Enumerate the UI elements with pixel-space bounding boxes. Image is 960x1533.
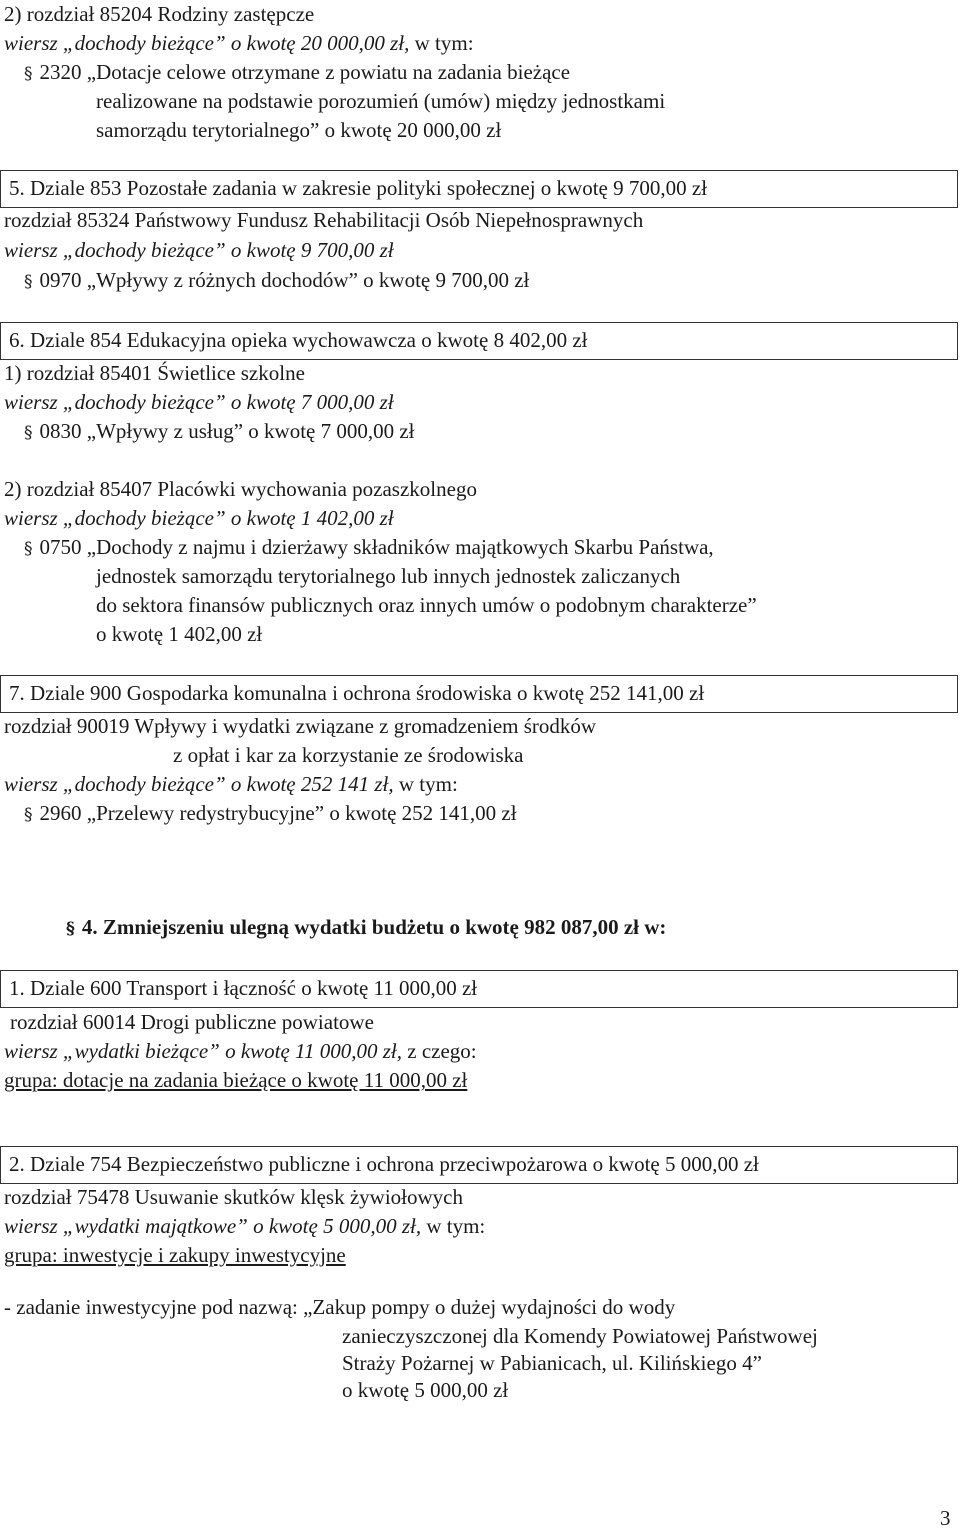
chapter-85401-title: 1) rozdział 85401 Świetlice szkolne bbox=[4, 361, 305, 385]
paragraph-0830-line bbox=[24, 417, 415, 448]
section-7-box bbox=[0, 675, 958, 713]
paragraph-0750-cont-1: jednostek samorządu terytorialnego lub innych jednostek zaliczanych bbox=[96, 564, 681, 588]
paragraph-2320-cont-2: samorządu terytorialnego” o kwotę 20 000,00 zł bbox=[96, 118, 502, 142]
revenue-row-italic: wiersz „dochody bieżące” o kwotę 20 000,00 zł, bbox=[4, 31, 410, 55]
paragraph-2960-line bbox=[24, 799, 517, 830]
paragraph-2960-text: 2960 „Przelewy redystrybucyjne” o kwotę 252 141,00 zł bbox=[39, 801, 517, 825]
revenue-row-suffix: w tym: bbox=[409, 31, 474, 55]
revenue-row-line: wiersz „dochody bieżące” o kwotę 1 402,00 zł bbox=[4, 506, 394, 530]
paragraph-0750-line bbox=[24, 533, 714, 564]
chapter-90019-title: rozdział 90019 Wpływy i wydatki związane z gromadzeniem środków bbox=[4, 714, 597, 738]
section-5-box bbox=[0, 170, 958, 208]
expenditure-1-title: 1. Dziale 600 Transport i łączność o kwotę 11 000,00 zł bbox=[9, 976, 478, 1000]
revenue-row-suffix: w tym: bbox=[393, 772, 458, 796]
section-6-box bbox=[0, 322, 958, 360]
paragraph-2320-text: 2320 „Dotacje celowe otrzymane z powiatu na zadania bieżące bbox=[39, 60, 571, 84]
revenue-row-line bbox=[4, 29, 474, 58]
section-7-title: 7. Dziale 900 Gospodarka komunalna i ochrona środowiska o kwotę 252 141,00 zł bbox=[9, 681, 705, 705]
chapter-90019-cont: z opłat i kar za korzystanie ze środowiska bbox=[173, 743, 524, 767]
section-mark: § bbox=[24, 539, 33, 559]
paragraph-2320-line bbox=[24, 58, 570, 89]
investment-task-line: - zadanie inwestycyjne pod nazwą: „Zakup pompy o dużej wydajności do wody bbox=[4, 1295, 676, 1319]
chapter-85324-title: rozdział 85324 Państwowy Fundusz Rehabilitacji Osób Niepełnosprawnych bbox=[4, 208, 644, 232]
paragraph-0970-line bbox=[24, 266, 529, 297]
paragraph-0830-text: 0830 „Wpływy z usług” o kwotę 7 000,00 zł bbox=[39, 419, 415, 443]
section-6-title: 6. Dziale 854 Edukacyjna opieka wychowawcza o kwotę 8 402,00 zł bbox=[9, 328, 588, 352]
chapter-60014-title: rozdział 60014 Drogi publiczne powiatowe bbox=[10, 1010, 374, 1034]
revenue-row-line bbox=[4, 770, 458, 799]
paragraph-2320-cont-1: realizowane na podstawie porozumień (umów) między jednostkami bbox=[96, 89, 666, 113]
group-line: grupa: inwestycje i zakupy inwestycyjne bbox=[4, 1243, 346, 1267]
expenditure-2-box bbox=[0, 1146, 958, 1184]
revenue-row-line: wiersz „dochody bieżące” o kwotę 7 000,00 zł bbox=[4, 390, 394, 414]
expense-row-line bbox=[4, 1212, 485, 1241]
paragraph-0750-cont-2: do sektora finansów publicznych oraz innych umów o podobnym charakterze” bbox=[96, 593, 757, 617]
expense-row-suffix: z czego: bbox=[402, 1039, 477, 1063]
page-number: 3 bbox=[940, 1506, 951, 1530]
section-mark: § bbox=[66, 919, 75, 939]
section-mark: § bbox=[24, 423, 33, 443]
revenue-row-italic: wiersz „dochody bieżące” o kwotę 252 141 zł, bbox=[4, 772, 394, 796]
paragraph-0750-text: 0750 „Dochody z najmu i dzierżawy składników majątkowych Skarbu Państwa, bbox=[39, 535, 714, 559]
paragraph-0970-text: 0970 „Wpływy z różnych dochodów” o kwotę 9 700,00 zł bbox=[39, 268, 530, 292]
expense-row-suffix: w tym: bbox=[421, 1214, 486, 1238]
section-mark: § bbox=[24, 272, 33, 292]
revenue-row-line: wiersz „dochody bieżące” o kwotę 9 700,00 zł bbox=[4, 238, 394, 262]
section-mark: § bbox=[24, 64, 33, 84]
expense-row-italic: wiersz „wydatki majątkowe” o kwotę 5 000,00 zł, bbox=[4, 1214, 422, 1238]
chapter-85407-title: 2) rozdział 85407 Placówki wychowania pozaszkolnego bbox=[4, 477, 477, 501]
investment-task-cont-2: Straży Pożarnej w Pabianicach, ul. Kilińskiego 4” bbox=[342, 1351, 762, 1375]
chapter-75478-title: rozdział 75478 Usuwanie skutków klęsk żywiołowych bbox=[4, 1185, 463, 1209]
expense-row-line bbox=[4, 1037, 477, 1066]
section-mark: § bbox=[24, 805, 33, 825]
expenditure-1-box bbox=[0, 970, 958, 1008]
group-line: grupa: dotacje na zadania bieżące o kwotę 11 000,00 zł bbox=[4, 1068, 468, 1092]
expenditure-2-title: 2. Dziale 754 Bezpieczeństwo publiczne i ochrona przeciwpożarowa o kwotę 5 000,00 zł bbox=[9, 1152, 759, 1176]
investment-task-cont-1: zanieczyszczonej dla Komendy Powiatowej Państwowej bbox=[342, 1324, 818, 1348]
section-5-title: 5. Dziale 853 Pozostałe zadania w zakresie polityki społecznej o kwotę 9 700,00 zł bbox=[9, 176, 708, 200]
heading-text: 4. Zmniejszeniu ulegną wydatki budżetu o kwotę 982 087,00 zł w: bbox=[81, 915, 667, 939]
expense-row-italic: wiersz „wydatki bieżące” o kwotę 11 000,00 zł, bbox=[4, 1039, 403, 1063]
investment-task-cont-3: o kwotę 5 000,00 zł bbox=[342, 1378, 509, 1402]
paragraph-0750-cont-3: o kwotę 1 402,00 zł bbox=[96, 622, 263, 646]
expenditure-decrease-heading bbox=[66, 913, 666, 944]
chapter-85204-title: 2) rozdział 85204 Rodziny zastępcze bbox=[4, 2, 315, 26]
